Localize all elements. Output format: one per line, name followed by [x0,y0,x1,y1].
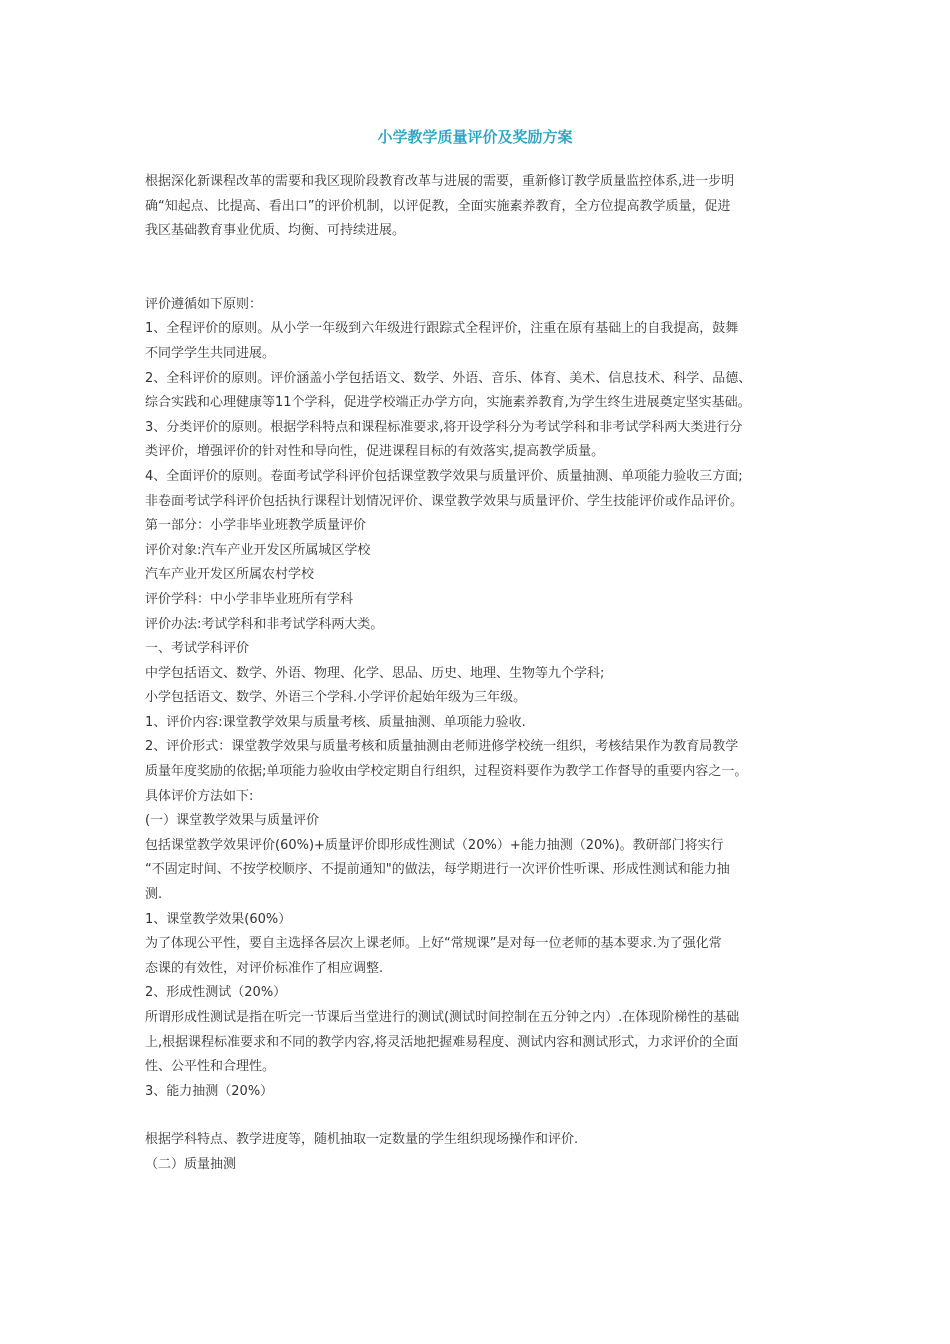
text-line: 具体评价方法如下: [145,788,254,804]
text-line: 1、评价内容:课堂教学效果与质量考核、质量抽测、单项能力验收. [145,714,526,730]
text-line: 2、形成性测试（20%） [145,985,287,1001]
document-title: 小学教学质量评价及奖励方案 [377,128,573,146]
text-line: 小学包括语文、数学、外语三个学科.小学评价起始年级为三年级。 [145,690,527,706]
text-line: 根据深化新课程改革的需要和我区现阶段教育改革与进展的需要，重新修订教学质量监控体系,进一步明 [145,174,735,189]
text-line: 2、全科评价的原则。评价涵盖小学包括语文、数学、外语、音乐、体育、美术、信息技术、科学、品德、 [145,370,752,386]
text-line: 所谓形成性测试是指在听完一节课后当堂进行的测试(测试时间控制在五分钟之内）.在体现阶梯性的基础 [145,1010,740,1025]
text-line: 类评价，增强评价的针对性和导向性，促进课程目标的有效落实,提高教学质量。 [145,444,605,460]
text-line: 不同学学生共同进展。 [145,345,276,361]
text-line: 4、全面评价的原则。卷面考试学科评价包括课堂教学效果与质量评价、质量抽测、单项能力验收三方面; [145,468,743,484]
text-line: 非卷面考试学科评价包括执行课程计划情况评价、课堂教学效果与质量评价、学生技能评价或作品评价。 [145,493,744,509]
text-line: 评价办法:考试学科和非考试学科两大类。 [145,616,384,632]
paragraph-spacer [145,1104,825,1128]
text-line: 3、能力抽测（20%） [145,1083,274,1099]
text-line: 测. [145,887,163,903]
text-line: 上,根据课程标准要求和不同的教学内容,将灵活地把握难易程度、测试内容和测试形式，力求评价的全面 [145,1034,739,1050]
text-line: 性、公平性和合理性。 [145,1059,276,1075]
text-line: 包括课堂教学效果评价(60%)+质量评价即形成性测试（20%）+能力抽测（20%)。教研部门将实行 [145,837,724,853]
text-line: 我区基础教育事业优质、均衡、可持续进展。 [145,223,406,239]
text-line: 评价学科：中小学非毕业班所有学科 [145,591,354,607]
text-line: （二）质量抽测 [145,1156,237,1172]
text-line: 3、分类评价的原则。根据学科特点和课程标准要求,将开设学科分为考试学科和非考试学科两大类进行分 [145,419,743,435]
text-line: (一）课堂教学效果与质量评价 [145,813,320,829]
text-line: 确“知起点、比提高、看出口”的评价机制，以评促教，全面实施素养教育，全方位提高教学质量，促进 [145,198,731,214]
intro-paragraph [145,170,825,244]
text-line: 评价遵循如下原则： [145,296,263,312]
text-line: 中学包括语文、数学、外语、物理、化学、思品、历史、地理、生物等九个学科; [145,665,605,681]
text-line: 汽车产业开发区所属农村学校 [145,567,315,583]
text-line: 第一部分：小学非毕业班教学质量评价 [145,518,367,534]
text-line: 综合实践和心理健康等11个学科，促进学校端正办学方向，实施素养教育,为学生终生进展奠定坚实基础。 [145,395,751,411]
text-line: 根据学科特点、教学进度等，随机抽取一定数量的学生组织现场操作和评价. [145,1132,579,1148]
quality-sampling-section [145,1128,825,1177]
text-line: 质量年度奖励的依据;单项能力验收由学校定期自行组织，过程资料要作为教学工作督导的重要内容之一。 [145,764,748,780]
text-line: 态课的有效性，对评价标准作了相应调整. [145,960,384,976]
evaluation-section [145,293,825,1105]
text-line: 为了体现公平性，要自主选择各层次上课老师。上好“常规课”是对每一位老师的基本要求.为了强化常 [145,936,722,952]
text-line: 一、考试学科评价 [145,641,250,657]
text-line: 评价对象:汽车产业开发区所属城区学校 [145,542,371,558]
paragraph-spacer [145,244,825,293]
text-line: 2、评价形式：课堂教学效果与质量考核和质量抽测由老师进修学校统一组织，考核结果作为教育局教学 [145,739,739,755]
text-line: “不固定时间、不按学校顺序、不提前通知"的做法，每学期进行一次评价性听课、形成性测试和能力抽 [145,862,730,878]
document-body [145,170,825,1178]
text-line: 1、全程评价的原则。从小学一年级到六年级进行跟踪式全程评价，注重在原有基础上的自我提高，鼓舞 [145,321,739,337]
text-line: 1、课堂教学效果(60%） [145,911,292,927]
